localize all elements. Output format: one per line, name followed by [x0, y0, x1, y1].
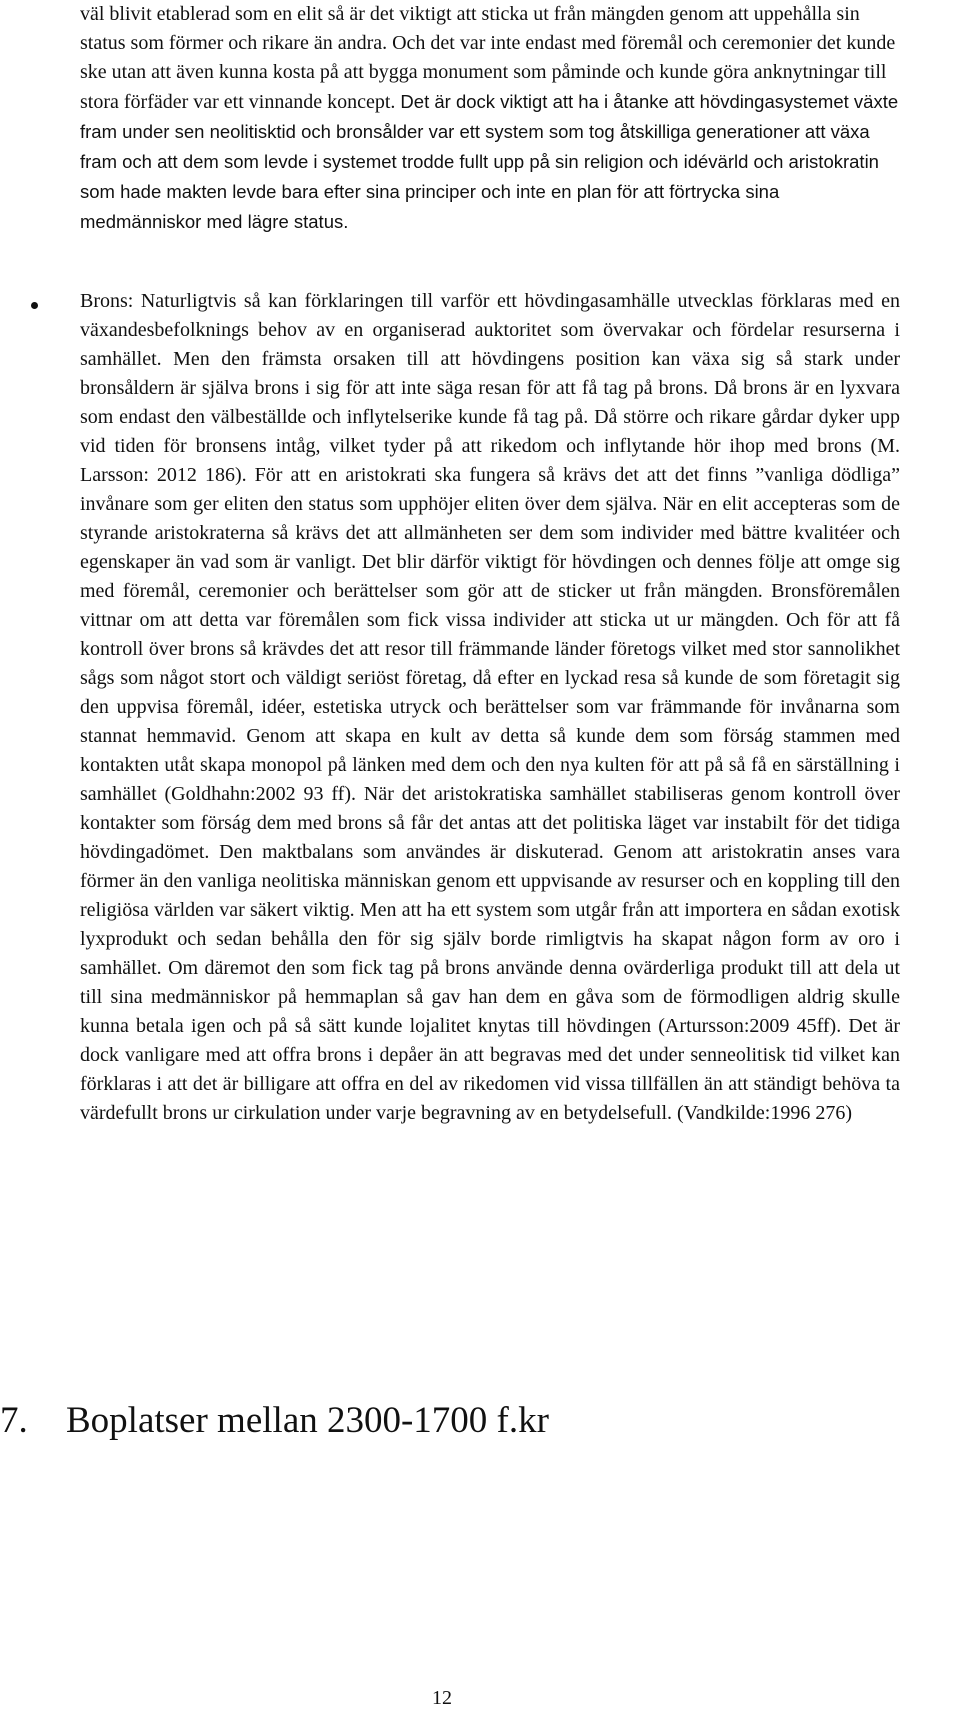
bullet-paragraph: Brons: Naturligtvis så kan förklaringen till varför ett hövdingasamhälle utvecklas förklaras med en växandesbefolknings behov av en organiserad auktoritet som övervakar och fördelar resurserna i samhället. Men den främsta orsaken till att hövdingens position kan växa sig så stark under bronsåldern är själva brons i sig för att inte säga resan för att få tag på brons. Då brons är en lyxvara som endast den välbeställde och inflytelserike kunde få tag på. Då större och rikare gårdar dyker upp vid tiden för bronsens intåg, vilket tyder på att rikedom och inflytande hör ihop med brons (M. Larsson: 2012 186). För att en aristokrati ska fungera så krävs det att det finns ”vanliga dödliga” invånare som ger eliten den status som upphöjer eliten över dem själva. När en elit accepteras som de styrande aristokraterna så krävs det att allmänheten ser dem som individer med bättre kvalitéer och egenskaper än vad som är vanligt. Det blir därför viktigt för hövdingen och dennes följe att omge sig med föremål, ceremonier och berättelser som gör att de sticker ut från mängden. Bronsföremålen vittnar om att detta var föremålen som fick vissa individer att sticka ut ur mängden. Och för att få kontroll över brons så krävdes det att resor till främmande länder företogs vilket med stor sannolikhet sågs som något stort och väldigt seriöst företag, då efter en lyckad resa så kunde de som företagit sig den uppvisa föremål, idéer, estetiska utryck och berättelser som var främmande för invånarna som stannat hemmavid. Genom att skapa en kult av detta så kunde dem som förság stammen med kontakten utåt skapa monopol på länken med dem och den nya kulten för att på så få en särställning i samhället (Goldhahn:2002 93 ff). När det aristokratiska samhället stabiliseras genom kontroll över kontakter som förság dem med brons så får det antas att det politiska läget var instabilt för det tidiga hövdingadömet. Den maktbalans som användes är diskuterad. Genom att aristokratin anses vara förmer än den vanliga neolitiska människan genom ett uppvisande av resurser och en koppling till den religiösa världen var säkert viktig. Men att ha ett system som utgår från att importera en sådan exotisk lyxprodukt och sedan behålla den för sig själv borde rimligtvis ha skapat någon form av oro i samhället. Om däremot den som fick tag på brons använde denna ovärderliga produkt till att dela ut till sina medmänniskor på hemmaplan så gav han dem en gåva som de förmodligen aldrig skulle kunna betala igen och på så sätt kunde lojalitet knytas till hövdingen (Artursson:2009 45ff). Det är dock vanligare med att offra brons i depåer än att begravas med det under senneolitisk tid vilket kan förklaras i att det är billigare att offra en del av rikedomen vid vissa tillfällen än att ständigt behöva ta värdefullt brons ur cirkulation under varje begravning av en betydelsefull. (Vandkilde:1996 276): [80, 290, 900, 1124]
continued-paragraph-sans: Det är dock viktigt att ha i åtanke att hövdingasystemet växte fram under sen neolitisktid och bronsålder var ett system som tog åtskilliga generationer att växa fram och att dem som levde i systemet trodde fullt upp på sin religion och idévärld och aristokratin som hade makten levde bara efter sina principer och inte en plan för att förtrycka sina medmänniskor med lägre status.: [80, 91, 899, 232]
bullet-icon: [31, 302, 38, 309]
section-heading-text: Boplatser mellan 2300-1700 f.kr: [66, 1400, 549, 1441]
section-heading-number: 7.: [0, 1400, 28, 1441]
page-number: 12: [432, 1687, 452, 1709]
section-heading: [0, 1396, 900, 1446]
continued-paragraph: [80, 0, 900, 237]
continued-paragraph-serif: väl blivit etablerad som en elit så är det viktigt att sticka ut från mängden genom att uppehålla sin status som förmer och rikare än andra. Och det var inte endast med föremål och ceremonier det kunde ske utan att även kunna kosta på att bygga monument som påminde och kunde göra anknytningar till stora förfäder var ett vinnande koncept.: [80, 3, 896, 113]
